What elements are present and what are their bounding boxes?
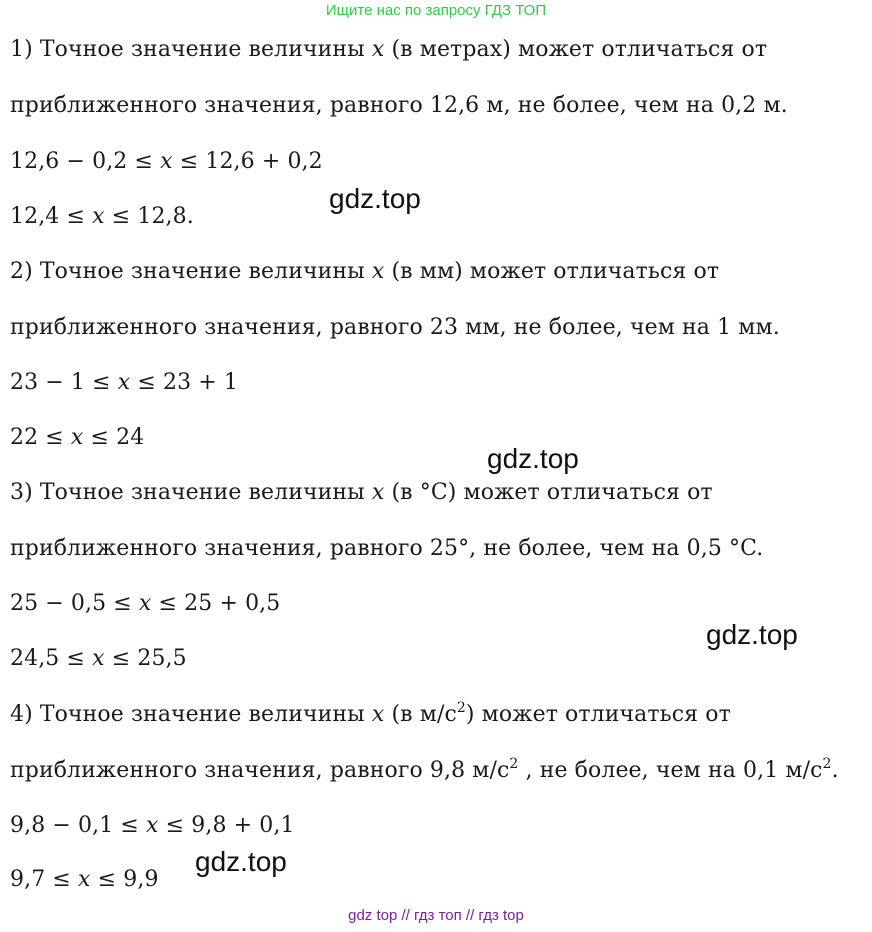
part1-intro: [10, 36, 767, 64]
part3-ineq1-right: ≤ 25 + 0,5: [151, 591, 281, 616]
part1-ineq2-left: 12,4 ≤: [10, 204, 93, 229]
part1-intro-unit: (в метрах) может отличаться от: [384, 37, 768, 62]
part3-intro: [10, 479, 713, 507]
variable-x: x: [138, 591, 152, 616]
part4-detail-b: , не более, чем на 0,1 м/с: [518, 758, 823, 783]
part3-ineq2-right: ≤ 25,5: [104, 646, 187, 671]
part2-intro-text: 2) Точное значение величины: [10, 259, 372, 284]
part2-inequality-1: [10, 369, 238, 397]
variable-x: x: [70, 425, 84, 450]
part3-ineq2-left: 24,5 ≤: [10, 646, 93, 671]
part3-intro-text: 3) Точное значение величины: [10, 480, 372, 505]
part2-detail: приближенного значения, равного 23 мм, не более, чем на 1 мм.: [10, 315, 780, 340]
part1-ineq1-left: 12,6 − 0,2 ≤: [10, 149, 161, 174]
watermark: gdz.top: [329, 183, 421, 214]
part1-ineq1-right: ≤ 12,6 + 0,2: [172, 149, 323, 174]
variable-x: x: [371, 480, 385, 505]
part4-detail-c: .: [831, 758, 839, 783]
variable-x: x: [160, 149, 173, 174]
part4-detail: [10, 757, 839, 785]
variable-x: x: [92, 646, 105, 671]
part3-inequality-2: [10, 645, 187, 673]
footer: gdz top // гдз топ // гдз top: [348, 907, 524, 924]
part3-inequality-1: [10, 590, 280, 618]
top-banner: Ищите нас по запросу ГДЗ ТОП: [325, 2, 547, 19]
part4-detail-a: приближенного значения, равного 9,8 м/с: [10, 758, 510, 783]
part2-inequality-2: [10, 424, 144, 452]
variable-x: x: [371, 259, 385, 284]
part2-ineq1-right: ≤ 23 + 1: [130, 370, 238, 395]
variable-x: x: [92, 204, 105, 229]
part2-intro: [10, 258, 719, 286]
part2-ineq2-right: ≤ 24: [83, 425, 145, 450]
watermark: gdz.top: [706, 619, 798, 650]
exponent: 2: [456, 700, 466, 716]
part1-detail: приближенного значения, равного 12,6 м, не более, чем на 0,2 м.: [10, 93, 788, 118]
variable-x: x: [78, 867, 91, 892]
watermark: gdz.top: [487, 443, 579, 474]
exponent: 2: [822, 756, 832, 772]
part3-ineq1-left: 25 − 0,5 ≤: [10, 591, 139, 616]
variable-x: x: [371, 702, 385, 727]
part2-ineq1-left: 23 − 1 ≤: [10, 370, 118, 395]
part4-ineq1-left: 9,8 − 0,1 ≤: [10, 813, 147, 838]
exponent: 2: [509, 756, 519, 772]
part2-ineq2-left: 22 ≤: [10, 425, 71, 450]
part4-ineq1-right: ≤ 9,8 + 0,1: [158, 813, 295, 838]
watermark: gdz.top: [195, 846, 287, 877]
variable-x: x: [117, 370, 131, 395]
part4-intro-text: 4) Точное значение величины: [10, 702, 372, 727]
part1-intro-text: 1) Точное значение величины: [10, 37, 372, 62]
part4-ineq2-right: ≤ 9,9: [90, 867, 159, 892]
variable-x: x: [371, 37, 385, 62]
part3-detail: приближенного значения, равного 25°, не более, чем на 0,5 °C.: [10, 536, 764, 561]
part4-inequality-2: [10, 866, 159, 894]
part1-inequality-2: [10, 203, 194, 231]
part2-intro-unit: (в мм) может отличаться от: [384, 259, 720, 284]
part1-inequality-1: [10, 148, 323, 176]
part4-ineq2-left: 9,7 ≤: [10, 867, 79, 892]
part3-intro-unit: (в °C) может отличаться от: [384, 480, 713, 505]
part4-intro: [10, 701, 731, 729]
part4-intro-unit: (в м/с: [384, 702, 457, 727]
variable-x: x: [146, 813, 159, 838]
part4-inequality-1: [10, 812, 295, 840]
part1-ineq2-right: ≤ 12,8.: [104, 204, 194, 229]
part4-intro-tail: ) может отличаться от: [465, 702, 731, 727]
